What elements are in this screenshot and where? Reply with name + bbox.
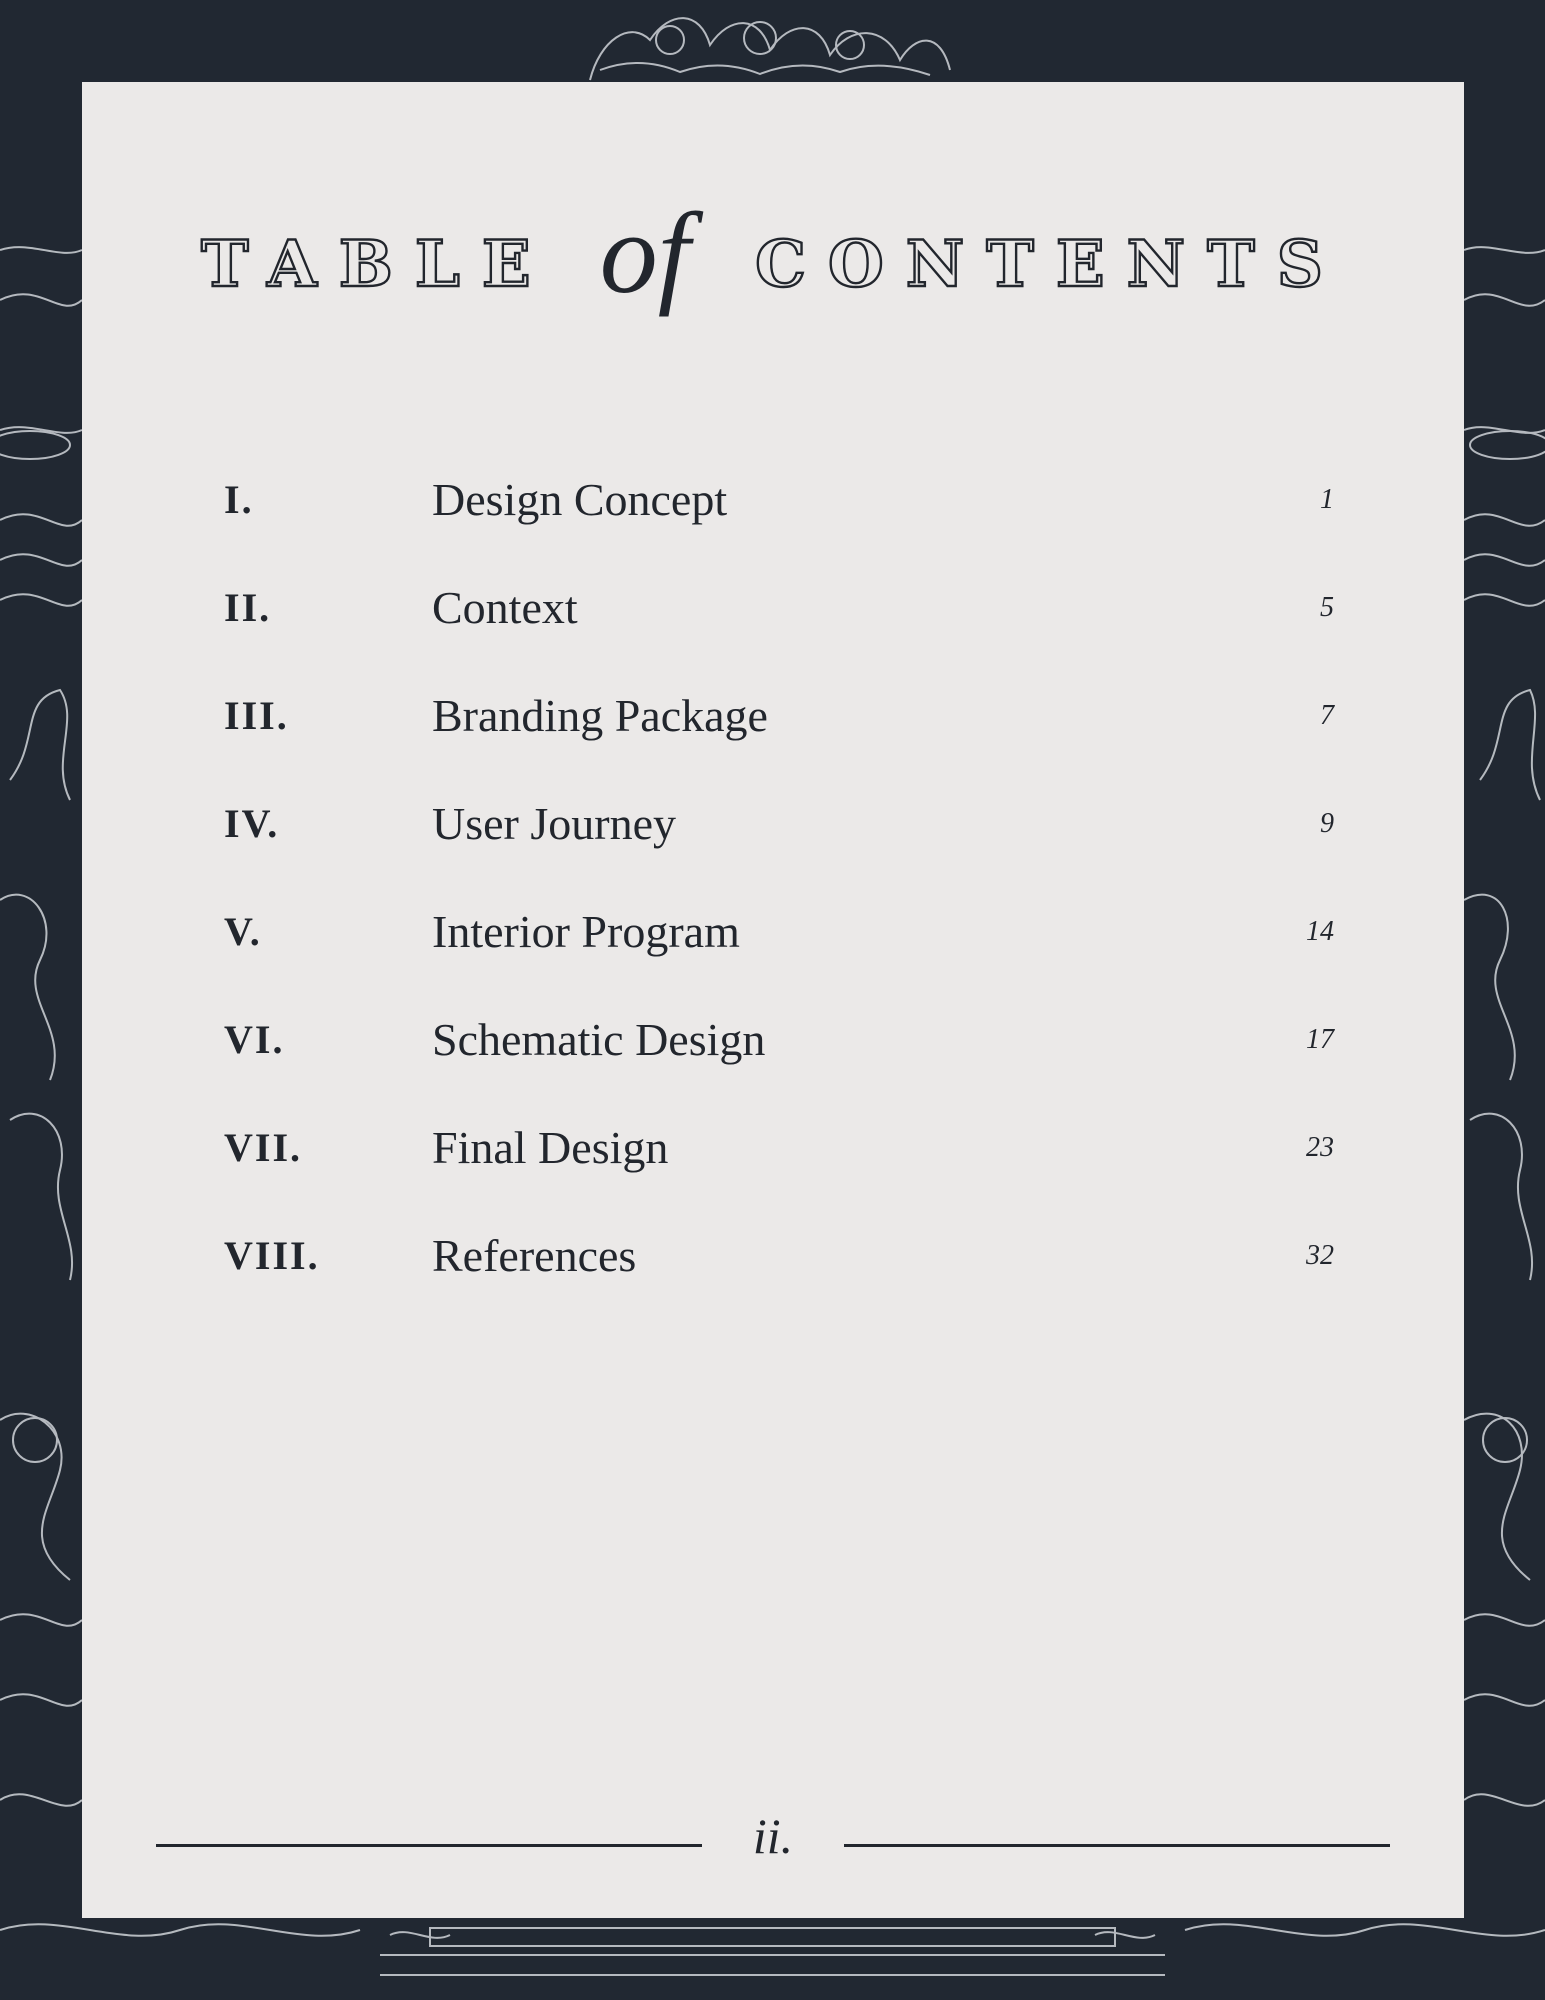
toc-label: Design Concept	[432, 474, 728, 525]
toc-label: Schematic Design	[432, 1014, 766, 1065]
toc-numeral: VI.	[224, 1017, 285, 1062]
toc-label: Final Design	[432, 1122, 669, 1173]
document-page	[82, 82, 1464, 1918]
toc-numeral: II.	[224, 585, 272, 630]
toc-page-number: 7	[1320, 700, 1334, 731]
toc-numeral: III.	[224, 693, 289, 738]
toc-page-number: 5	[1320, 592, 1334, 623]
toc-page-number: 14	[1306, 916, 1334, 947]
toc-label: User Journey	[432, 798, 676, 849]
toc-label: Context	[432, 582, 578, 633]
toc-label: References	[432, 1230, 637, 1281]
toc-entry[interactable]	[82, 568, 1464, 648]
toc-entry[interactable]	[82, 892, 1464, 972]
toc-numeral: VIII.	[224, 1233, 320, 1278]
toc-entry[interactable]	[82, 784, 1464, 864]
toc-numeral: VII.	[224, 1125, 303, 1170]
toc-page-number: 32	[1306, 1240, 1334, 1271]
page-title	[82, 182, 1464, 342]
footer-rule-right	[844, 1844, 1390, 1847]
toc-page-number: 1	[1320, 484, 1334, 515]
toc-entry[interactable]	[82, 460, 1464, 540]
page-folio: ii.	[752, 1808, 794, 1864]
toc-entry[interactable]	[82, 676, 1464, 756]
toc-entry[interactable]	[82, 1000, 1464, 1080]
toc-numeral: V.	[224, 909, 262, 954]
toc-page-number: 9	[1320, 808, 1334, 839]
title-word-contents: CONTENTS	[755, 227, 1345, 302]
toc-label: Interior Program	[432, 906, 740, 957]
toc-numeral: I.	[224, 477, 254, 522]
toc-numeral: IV.	[224, 801, 280, 846]
toc-label: Branding Package	[432, 690, 768, 741]
toc-entry[interactable]	[82, 1108, 1464, 1188]
title-word-table: TABLE	[200, 227, 553, 302]
toc-page-number: 23	[1306, 1132, 1334, 1163]
title-word-of: of	[599, 190, 690, 318]
toc-entry[interactable]	[82, 1216, 1464, 1296]
toc-page-number: 17	[1306, 1024, 1334, 1055]
footer-rule-left	[156, 1844, 702, 1847]
